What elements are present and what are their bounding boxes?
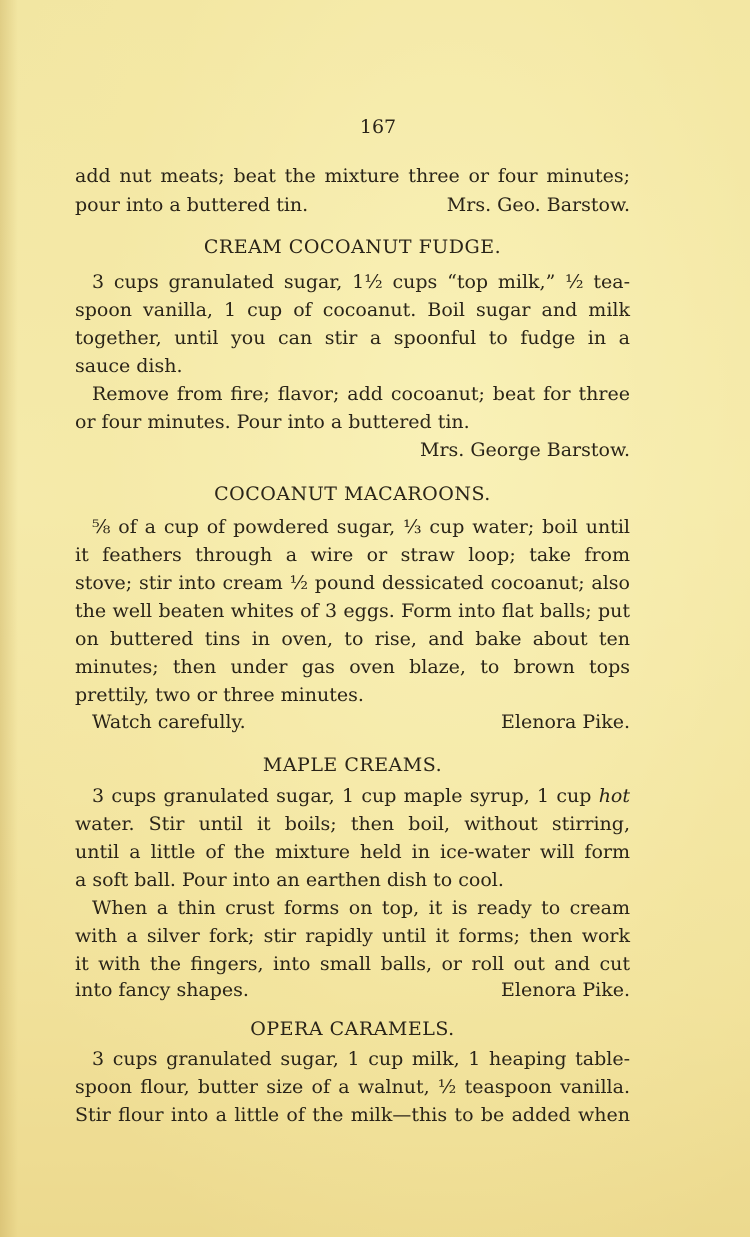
recipe-author: Mrs. George Barstow. [419,439,630,461]
body-line: together, until you can stir a spoonful to fudge in a [75,327,630,349]
recipe-author: Elenora Pike. [501,711,630,733]
body-line [75,782,630,810]
body-text: into fancy shapes. [75,979,249,1001]
page-number: 167 [359,116,397,138]
body-line-with-author [75,976,630,1004]
body-line: water. Stir until it boils; then boil, without stirring, [75,813,630,835]
body-line: spoon vanilla, 1 cup of cocoanut. Boil sugar and milk [75,299,630,321]
body-line: sauce dish. [75,355,183,377]
body-line: stove; stir into cream ½ pound dessicated cocoanut; also [75,572,630,594]
body-line: it with the fingers, into small balls, or roll out and cut [75,953,630,975]
body-line: ⅝ of a cup of powdered sugar, ⅓ cup water; boil until [92,516,630,538]
page-edge-shadow [0,0,18,1237]
body-line: or four minutes. Pour into a buttered tin. [75,411,470,433]
body-line: Stir flour into a little of the milk—this to be added when [75,1104,630,1126]
recipe-title: COCOANUT MACAROONS. [214,483,491,505]
body-line-with-author [75,191,630,219]
body-line: minutes; then under gas oven blaze, to brown tops [75,656,630,678]
recipe-author: Mrs. Geo. Barstow. [446,194,630,216]
body-line: 3 cups granulated sugar, 1½ cups “top milk,” ½ tea- [92,271,630,293]
body-text: Watch carefully. [92,711,246,733]
body-line: the well beaten whites of 3 eggs. Form into flat balls; put [75,600,630,622]
body-line: spoon flour, butter size of a walnut, ½ teaspoon vanilla. [75,1076,630,1098]
body-line: When a thin crust forms on top, it is ready to cream [92,897,630,919]
body-text: 3 cups granulated sugar, 1 cup maple syrup, 1 cup [92,785,592,807]
body-line-with-author [75,708,630,736]
body-line: 3 cups granulated sugar, 1 cup milk, 1 heaping table- [92,1048,630,1070]
recipe-title: CREAM COCOANUT FUDGE. [203,236,502,258]
body-line: prettily, two or three minutes. [75,684,364,706]
body-line: until a little of the mixture held in ice-water will form [75,841,630,863]
body-line: add nut meats; beat the mixture three or four minutes; [75,165,630,187]
recipe-author: Elenora Pike. [501,979,630,1001]
body-line: Remove from fire; flavor; add cocoanut; beat for three [92,383,630,405]
body-text: pour into a buttered tin. [75,194,309,216]
body-line: it feathers through a wire or straw loop; take from [75,544,630,566]
body-line: on buttered tins in oven, to rise, and bake about ten [75,628,630,650]
recipe-title: MAPLE CREAMS. [262,754,443,776]
body-line: with a silver fork; stir rapidly until it forms; then work [75,925,630,947]
recipe-title: OPERA CARAMELS. [250,1018,455,1040]
italic-word: hot [598,785,630,807]
body-line: a soft ball. Pour into an earthen dish to cool. [75,869,504,891]
